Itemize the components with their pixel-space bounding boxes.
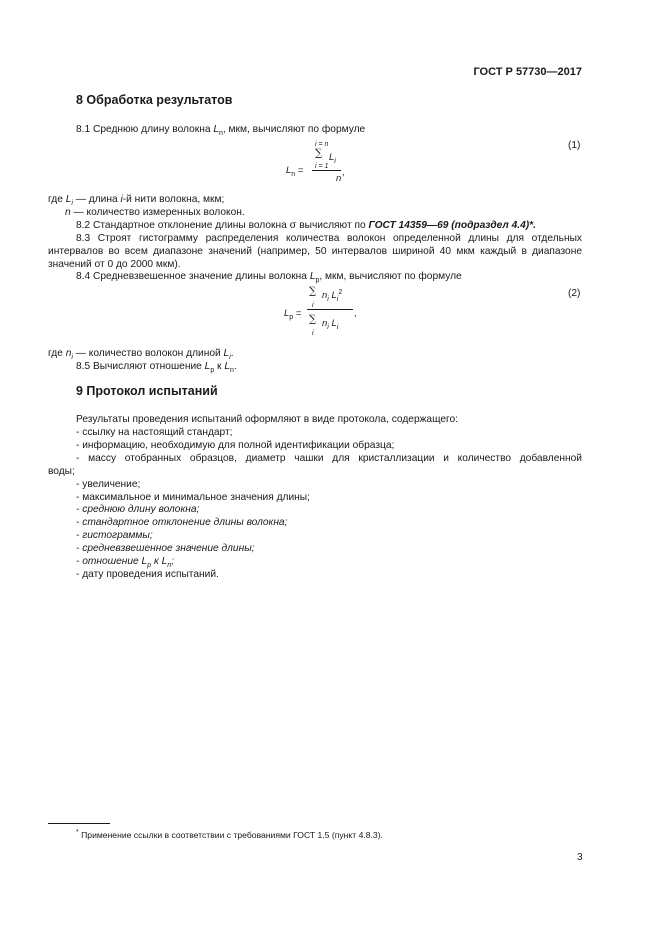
formula-1-sigma: ∑	[315, 148, 323, 159]
formula-2-number: (2)	[568, 288, 581, 299]
definition-ni: где $n_i$ — количество волокон длиной $L_i$.	[48, 348, 234, 362]
formula-2-num-limit: i	[312, 302, 314, 309]
paragraph-8-3-line-2: интервалов во всем диапазоне значений (например, 50 интервалов шириной 40 мкм каждый в диапазоне	[48, 246, 582, 257]
definition-Li: где $L_i$ — длина i-й нити волокна, мкм;	[48, 194, 225, 208]
paragraph-8-3-line-3: значений от 0 до 2000 мкм).	[48, 259, 181, 270]
protocol-item: - средневзвешенное значение длины;	[76, 543, 255, 554]
paragraph-8-2: 8.2 Стандартное отклонение длины волокна σ вычисляют по ГОСТ 14359—69 (подраздел 4.4)*.	[76, 220, 536, 231]
formula-2-numerator: $n_i$ $L_i^2$	[322, 288, 343, 303]
protocol-item: - отношение $L_p$ к $L_n$;	[76, 556, 175, 570]
protocol-item: - гистограммы;	[76, 530, 153, 541]
protocol-item: - ссылку на настоящий стандарт;	[76, 427, 233, 438]
formula-2-den-limit: i	[312, 330, 314, 337]
protocol-item: - дату проведения испытаний.	[76, 569, 219, 580]
section-9-title: 9 Протокол испытаний	[76, 384, 218, 398]
paragraph-8-4: 8.4 Средневзвешенное значение длины волокна $L_p$, мкм, вычисляют по формуле	[76, 271, 462, 285]
page-number: 3	[577, 852, 583, 863]
formula-2-comma: ,	[354, 308, 357, 319]
formula-1-upper-limit: i = n	[315, 141, 329, 148]
formula-2-denominator: $n_i$ $L_i$	[322, 318, 339, 331]
section-8-title: 8 Обработка результатов	[76, 93, 233, 107]
protocol-item: - стандартное отклонение длины волокна;	[76, 517, 288, 528]
formula-2-lhs: $L_p$ =	[284, 308, 302, 321]
protocol-item-continuation: воды;	[48, 466, 75, 477]
protocol-item: - массу отобранных образцов, диаметр чашки для кристаллизации и количество добавленной	[76, 453, 582, 464]
formula-1-numerator: $L_i$	[329, 152, 336, 165]
formula-2-den-sigma: ∑	[309, 314, 317, 325]
paragraph-8-3-line-1: 8.3 Строят гистограмму распределения количества волокон определенной длины для отдельных	[76, 233, 582, 244]
formula-1-number: (1)	[568, 140, 581, 151]
formula-1-lower-limit: i = 1	[315, 163, 329, 170]
formula-1-lhs: $L_n$ =	[286, 165, 304, 178]
formula-2-num-sigma: ∑	[309, 286, 317, 297]
protocol-item: - увеличение;	[76, 479, 141, 490]
paragraph-8-1: 8.1 Среднюю длину волокна $L_n$, мкм, вычисляют по формуле	[76, 124, 366, 138]
protocol-intro: Результаты проведения испытаний оформляют в виде протокола, содержащего:	[76, 414, 459, 425]
footnote: * Применение ссылки в соответствии с требованиями ГОСТ 1.5 (пункт 4.8.3).	[76, 829, 383, 840]
protocol-item: - среднюю длину волокна;	[76, 504, 200, 515]
paragraph-8-5: 8.5 Вычисляют отношение $L_p$ к $L_n$.	[76, 361, 237, 375]
protocol-item: - максимальное и минимальное значения длины;	[76, 492, 310, 503]
formula-1-fraction-bar	[312, 170, 341, 171]
definition-n: n — количество измеренных волокон.	[65, 207, 245, 218]
formula-1-denominator: n	[336, 173, 342, 184]
doc-number: ГОСТ Р 57730—2017	[473, 66, 582, 78]
protocol-item: - информацию, необходимую для полной идентификации образца;	[76, 440, 395, 451]
formula-1-comma: ,	[342, 167, 345, 178]
footnote-separator	[48, 823, 110, 824]
formula-2-fraction-bar	[307, 309, 353, 310]
